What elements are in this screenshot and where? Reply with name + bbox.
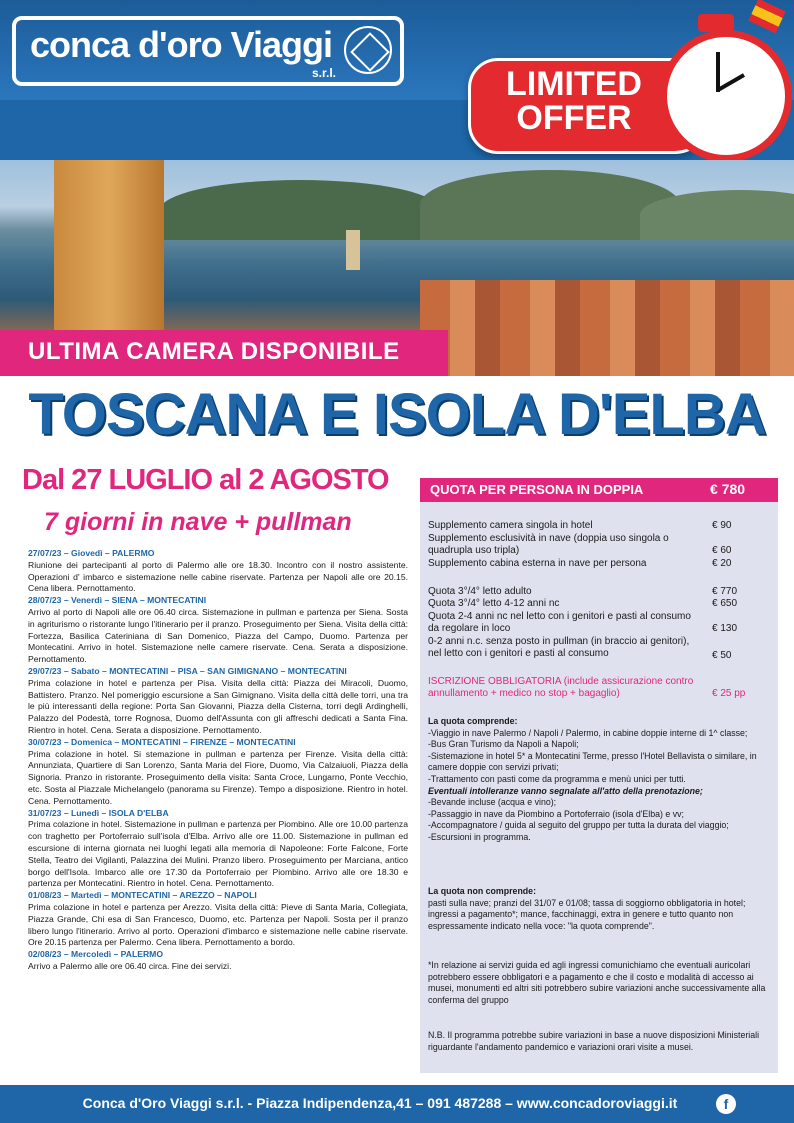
asterisk-note — [428, 960, 768, 1006]
excludes-block — [428, 886, 768, 932]
price-value: € 770 — [712, 586, 738, 597]
day-text: Arrivo al porto di Napoli alle ore 06.40 circa. Sistemazione in pullman e partenza per Siena. Sosta in agriturismo o ristorante lungo l'itinerario per il pranzo. Proseguimento per Siena. Visita della città: Fortezza, Basilica Cateriniana di San Domenico, Piazza del Campo, Duomo. Partenza per Montecatini. Arrivo in hotel. Sistemazione nelle camere riservate. Cena. Serata a disposizione. Pernottamento. — [28, 606, 408, 665]
price-label: Supplemento camera singola in hotel — [428, 520, 593, 531]
nb-note-text: N.B. Il programma potrebbe subire variazioni in base a nuove disposizioni Ministeriali riguardante l'andamento pandemico e variazioni orari visite a musei. — [428, 1030, 760, 1052]
lighthouse — [346, 230, 360, 270]
trip-subtitle: 7 giorni in nave + pullman — [44, 508, 352, 536]
day-heading: 28/07/23 – Venerdì – SIENA – MONTECATINI — [28, 595, 207, 606]
includes-title: La quota comprende: — [428, 716, 518, 726]
registration-label: ISCRIZIONE OBBLIGATORIA (include assicurazione contro annullamento + medico no stop + bagaglio) — [428, 676, 694, 699]
includes-item: -Trattamento con pasti come da programma e menù unici per tutti. — [428, 773, 686, 784]
day-heading: 01/08/23 – Martedì – MONTECATINI – AREZZO – NAPOLI — [28, 890, 257, 901]
price-value: € 130 — [712, 623, 738, 634]
banner-text: ULTIMA CAMERA DISPONIBILE — [28, 338, 400, 365]
facebook-icon[interactable]: f — [716, 1094, 736, 1114]
price-value: € 90 — [712, 520, 732, 531]
day-heading: 31/07/23 – Lunedì – ISOLA D'ELBA — [28, 807, 169, 818]
day-text: Prima colazione in hotel. Sistemazione in pullman e partenza per Piombino. Alle ore 10.00 partenza con traghetto per Portoferraio sull'isola d'Elba. Arrivo alle ore 11.00. Sistemazione in pullman ed escursione di interna giornata nei luoghi legati alla memoria di Napoleone: Forte Falcone, Forte Stella, Teatro dei Vigilanti, Palazzina dei Mulini. Pranzo libero. Proseguimento per Marciana, antico borgo dell'Isola. Imbarco alle ore 17.30 da Portoferraio per Piombino. Arrivo alle ore 18.30 e partenza per Montecatini. Rientro in hotel. Cena. Pernottamento. — [28, 819, 408, 889]
offer-line2: OFFER — [516, 99, 632, 137]
excludes-text: pasti sulla nave; pranzi del 31/07 e 01/08; tassa di soggiorno obbligatoria in hotel; ingressi a pagamento*; mance, facchinaggi, extra in genere e tutto quanto non espressamente indicato nella voce: "la quota comprende". — [428, 897, 746, 931]
price-header-value: € 780 — [710, 481, 746, 497]
includes-item: -Bus Gran Turismo da Napoli a Napoli; — [428, 739, 579, 750]
price-label: Quota 3°/4° letto adulto — [428, 586, 532, 597]
price-row — [428, 533, 768, 557]
asterisk-note-text: *In relazione ai servizi guida ed agli ingressi comunichiamo che eventuali auricolari potrebbero essere obbligatori e a pagamento e che il costo e modalità di accesso ai musei, monumenti ed altri siti potrebbero subire variazioni anche successivamente alla conferma del gruppo — [428, 960, 766, 1005]
registration-row — [428, 676, 768, 700]
price-header — [420, 478, 778, 502]
day-text: Arrivo a Palermo alle ore 06.40 circa. Fine dei servizi. — [28, 960, 232, 971]
logo — [12, 16, 404, 86]
clock-icon — [660, 30, 792, 160]
price-value: € 650 — [712, 598, 738, 609]
price-header-label: QUOTA PER PERSONA IN DOPPIA — [430, 482, 644, 497]
itinerary — [28, 548, 408, 973]
day-text: Prima colazione in hotel e partenza per Arezzo. Visita della città: Pieve di Santa Maria, Collegiata, Piazza Grande, Chi esa di San Francesco, Duomo, etc. Partenza per Napoli. Sosta per il pranzo libero lungo l'itinerario. Arrivo al porto. Operazioni d'imbarco e sistemazione nelle cabine riservate. Ore 20.15 partenza per Palermo. Cena libera. Pernottamento a bordo. — [28, 901, 408, 948]
seal-icon — [344, 26, 392, 74]
day-heading: 30/07/23 – Domenica – MONTECATINI – FIRENZE – MONTECATINI — [28, 736, 296, 747]
day-text: Riunione dei partecipanti al porto di Palermo alle ore 18.30. Incontro con il nostro assistente. Operazioni d' imbarco e sistemazione nelle cabine riservate. Partenza per Napoli alle ore 20.15. Cena libera. Pernottamento. — [28, 559, 408, 594]
day-text: Prima colazione in hotel e partenza per Pisa. Visita della città: Piazza dei Miracoli, Duomo, Battistero. Pranzo. Nel pomeriggio escursione a San Gimignano. Visita della città delle torri, una tra le più interessanti della regione: Porta San Giovanni, Piazza della Cisterna, torri degli Ardinghelli, Palazzo del Podestà, torre Rognosa, Duomo dell'Assunta con gli affreschi dedicati a Santa Fina. Rientro in hotel. Cena. Serata a disposizione. Pernottamento. — [28, 677, 408, 735]
day-heading: 02/08/23 – Mercoledì – PALERMO — [28, 949, 164, 960]
price-value: € 60 — [712, 545, 732, 556]
header — [0, 0, 794, 160]
day-heading: 29/07/23 – Sabato – MONTECATINI – PISA – SAN GIMIGNANO – MONTECATINI — [28, 665, 347, 676]
day-heading: 27/07/23 – Giovedì – PALERMO — [28, 548, 155, 558]
registration-value: € 25 pp — [712, 688, 746, 699]
price-value: € 50 — [712, 650, 732, 661]
includes-item: -Sistemazione in hotel 5* a Montecatini Terme, presso l'Hotel Bellavista o similare, in camere doppie con servizi privati; — [428, 750, 757, 773]
price-label: Quota 2-4 anni nc nel letto con i genitori e pasti al consumo da regolare in loco — [428, 611, 691, 634]
includes-item: -Viaggio in nave Palermo / Napoli / Palermo, in cabine doppie interne di 1^ classe; — [428, 727, 748, 738]
nb-note — [428, 1030, 768, 1053]
includes-item: -Accompagnatore / guida al seguito del gruppo per tutta la durata del viaggio; — [428, 820, 729, 831]
logo-name: conca d'oro Viaggi — [30, 24, 332, 65]
price-label: Supplemento cabina esterna in nave per persona — [428, 558, 647, 569]
includes-item: Eventuali intolleranze vanno segnalate all'atto della prenotazione; — [428, 785, 703, 796]
price-row — [428, 586, 768, 598]
price-value: € 20 — [712, 558, 732, 569]
offer-line1: LIMITED — [506, 65, 642, 103]
day-text: Prima colazione in hotel. Si stemazione in pullman e partenza per Firenze. Visita della città: Annunziata, Quartiere di San Lorenzo, Santa Maria del Fiore, Duomo, Via Calzaiuoli, Piazza della Signoria. Pranzo in ristorante. Proseguimento della visita: Santa Croce, Lungarno, Ponte Vecchio, etc. Sosta al Piazzale Michelangelo (panorama su Firenze). Tempo a disposizione. Rientro in hotel. Cena. Pernottamento. — [28, 748, 408, 806]
page-title: TOSCANA E ISOLA D'ELBA — [28, 382, 766, 447]
includes-item: -Escursioni in programma. — [428, 831, 531, 842]
travel-dates: Dal 27 LUGLIO al 2 AGOSTO — [22, 464, 389, 496]
last-room-banner — [0, 330, 448, 376]
footer — [0, 1085, 794, 1123]
price-label: Quota 3°/4° letto 4-12 anni nc — [428, 598, 560, 609]
hill — [160, 180, 440, 240]
price-row — [428, 520, 768, 532]
excludes-title: La quota non comprende: — [428, 886, 537, 896]
price-label: Supplemento esclusività in nave (doppia uso singola o quadrupla uso tripla) — [428, 533, 669, 556]
includes-item: -Passaggio in nave da Piombino a Portoferraio (isola d'Elba) e vv; — [428, 808, 684, 819]
price-row — [428, 558, 768, 570]
includes-item: -Bevande incluse (acqua e vino); — [428, 797, 557, 808]
includes-block — [428, 716, 768, 844]
footer-contact: Conca d'Oro Viaggi s.r.l. - Piazza Indipendenza,41 – 091 487288 – www.concadoroviaggi.it — [82, 1095, 678, 1111]
logo-suffix: s.r.l. — [311, 66, 336, 80]
price-row — [428, 636, 768, 672]
price-label: 0-2 anni n.c. senza posto in pullman (in braccio ai genitori), nel letto con i genitori e pasti al consumo — [428, 636, 690, 659]
price-row — [428, 598, 768, 610]
price-row — [428, 611, 768, 635]
